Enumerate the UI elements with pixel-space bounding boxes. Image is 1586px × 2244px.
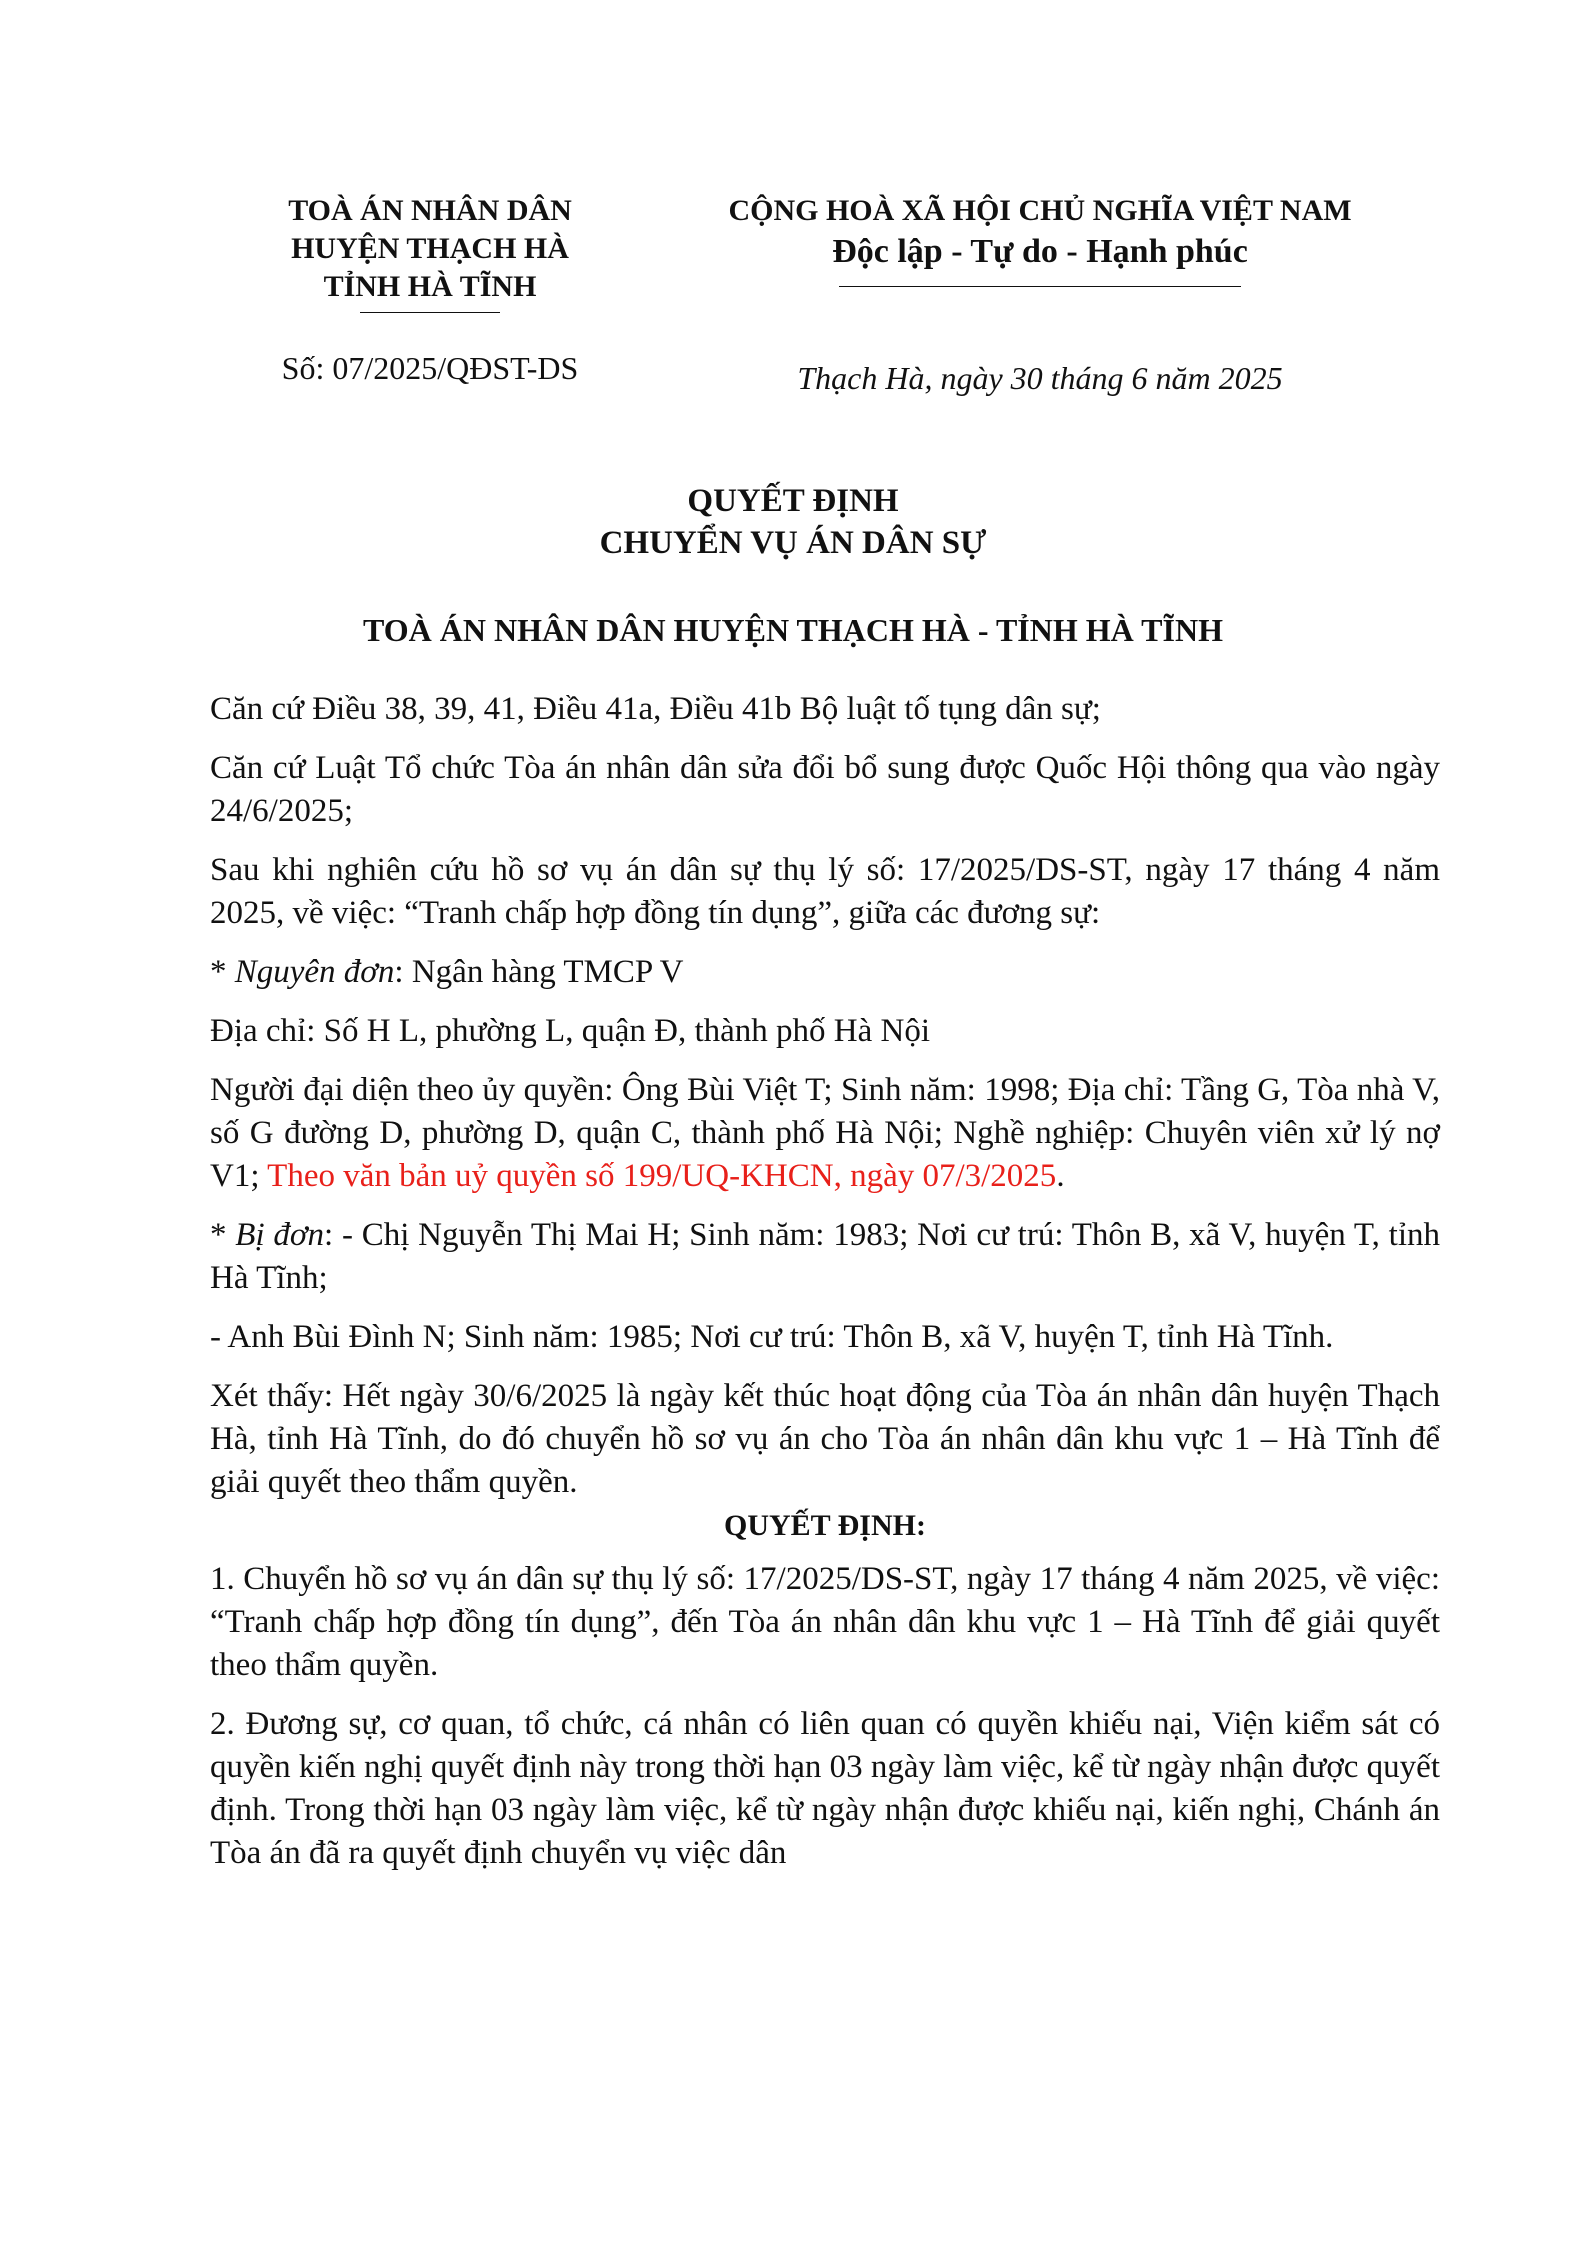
defendant-2: - Anh Bùi Đình N; Sinh năm: 1985; Nơi cư trú: Thôn B, xã V, huyện T, tỉnh Hà Tĩnh. — [210, 1319, 1334, 1355]
representative: Người đại diện theo ủy quyền: Ông Bùi Việt T; Sinh năm: 1998; Địa chỉ: Tầng G, Tòa nhà V, số G đường D, phường D, quận C, thành phố Hà Nội; Nghề nghiệp: Chuyên viên xử lý nợ V1; Theo văn bản uỷ quyền số 199/UQ-KHCN, ngày 07/3/2025. — [210, 1072, 1440, 1194]
defendant-1: * Bị đơn: - Chị Nguyễn Thị Mai H; Sinh năm: 1983; Nơi cư trú: Thôn B, xã V, huyện T, tỉnh Hà Tĩnh; — [210, 1217, 1440, 1296]
court-header-line-2: HUYỆN THẠCH HÀ — [291, 232, 569, 265]
plaintiff-address: Địa chỉ: Số H L, phường L, quận Đ, thành phố Hà Nội — [210, 1013, 930, 1049]
document-date: Thạch Hà, ngày 30 tháng 6 năm 2025 — [797, 360, 1283, 396]
plaintiff: * Nguyên đơn: Ngân hàng TMCP V — [210, 954, 684, 990]
national-title: CỘNG HOÀ XÃ HỘI CHỦ NGHĨA VIỆT NAM — [728, 194, 1352, 227]
court-header-line-1: TOÀ ÁN NHÂN DÂN — [288, 194, 572, 227]
representative-text: Người đại diện theo ủy quyền: Ông Bùi Việt T; Sinh năm: 1998; Địa chỉ: Tầng G, Tòa nhà V, số G đường D, phường D, quận C, thành phố Hà Nội; Nghề nghiệp: Chuyên viên xử lý nợ V1; — [210, 1072, 1440, 1194]
issuing-court: TOÀ ÁN NHÂN DÂN HUYỆN THẠCH HÀ - TỈNH HÀ TĨNH — [363, 612, 1223, 648]
court-header — [230, 192, 630, 313]
national-motto: Độc lập - Tự do - Hạnh phúc — [832, 233, 1248, 270]
national-header-underline — [839, 286, 1241, 287]
consideration: Xét thấy: Hết ngày 30/6/2025 là ngày kết thúc hoạt động của Tòa án nhân dân huyện Thạch Hà, tỉnh Hà Tĩnh, do đó chuyển hồ sơ vụ án cho Tòa án nhân dân khu vực 1 – Hà Tĩnh để giải quyết theo thẩm quyền. — [210, 1378, 1440, 1500]
authorization-reference: Theo văn bản uỷ quyền số 199/UQ-KHCN, ngày 07/3/2025 — [267, 1158, 1057, 1194]
plaintiff-label: Nguyên đơn — [234, 954, 395, 990]
document-title — [0, 480, 1586, 564]
decision-heading-text: QUYẾT ĐỊNH — [724, 1509, 916, 1542]
legal-basis-2: Căn cứ Luật Tổ chức Tòa án nhân dân sửa đổi bổ sung được Quốc Hội thông qua vào ngày 24/6/2025; — [210, 750, 1440, 829]
national-header — [640, 192, 1440, 287]
court-header-underline — [360, 312, 500, 313]
decision-heading: QUYẾT ĐỊNH: — [724, 1509, 926, 1542]
legal-basis-1: Căn cứ Điều 38, 39, 41, Điều 41a, Điều 41b Bộ luật tố tụng dân sự; — [210, 691, 1101, 727]
document-title-line-2: CHUYỂN VỤ ÁN DÂN SỰ — [599, 525, 987, 561]
document-title-line-1: QUYẾT ĐỊNH — [687, 483, 899, 519]
document-body — [210, 688, 1440, 1891]
case-intro: Sau khi nghiên cứu hồ sơ vụ án dân sự thụ lý số: 17/2025/DS-ST, ngày 17 tháng 4 năm 2025, về việc: “Tranh chấp hợp đồng tín dụng”, giữa các đương sự: — [210, 852, 1440, 931]
decision-item-1: 1. Chuyển hồ sơ vụ án dân sự thụ lý số: 17/2025/DS-ST, ngày 17 tháng 4 năm 2025, về việc: “Tranh chấp hợp đồng tín dụng”, đến Tòa án nhân dân khu vực 1 – Hà Tĩnh để giải quyết theo thẩm quyền. — [210, 1561, 1440, 1683]
document-number: Số: 07/2025/QĐST-DS — [281, 350, 579, 386]
court-header-line-3: TỈNH HÀ TĨNH — [323, 270, 537, 303]
defendant-label: Bị đơn — [235, 1217, 324, 1253]
plaintiff-value: : Ngân hàng TMCP V — [394, 954, 684, 990]
decision-item-2: 2. Đương sự, cơ quan, tổ chức, cá nhân có liên quan có quyền khiếu nại, Viện kiểm sát có quyền kiến nghị quyết định này trong thời hạn 03 ngày làm việc, kể từ ngày nhận được quyết định. Trong thời hạn 03 ngày làm việc, kể từ ngày nhận được khiếu nại, kiến nghị, Chánh án Tòa án đã ra quyết định chuyển vụ việc dân — [210, 1706, 1440, 1871]
defendant-value: : - Chị Nguyễn Thị Mai H; Sinh năm: 1983; Nơi cư trú: Thôn B, xã V, huyện T, tỉnh Hà Tĩnh; — [210, 1217, 1440, 1296]
